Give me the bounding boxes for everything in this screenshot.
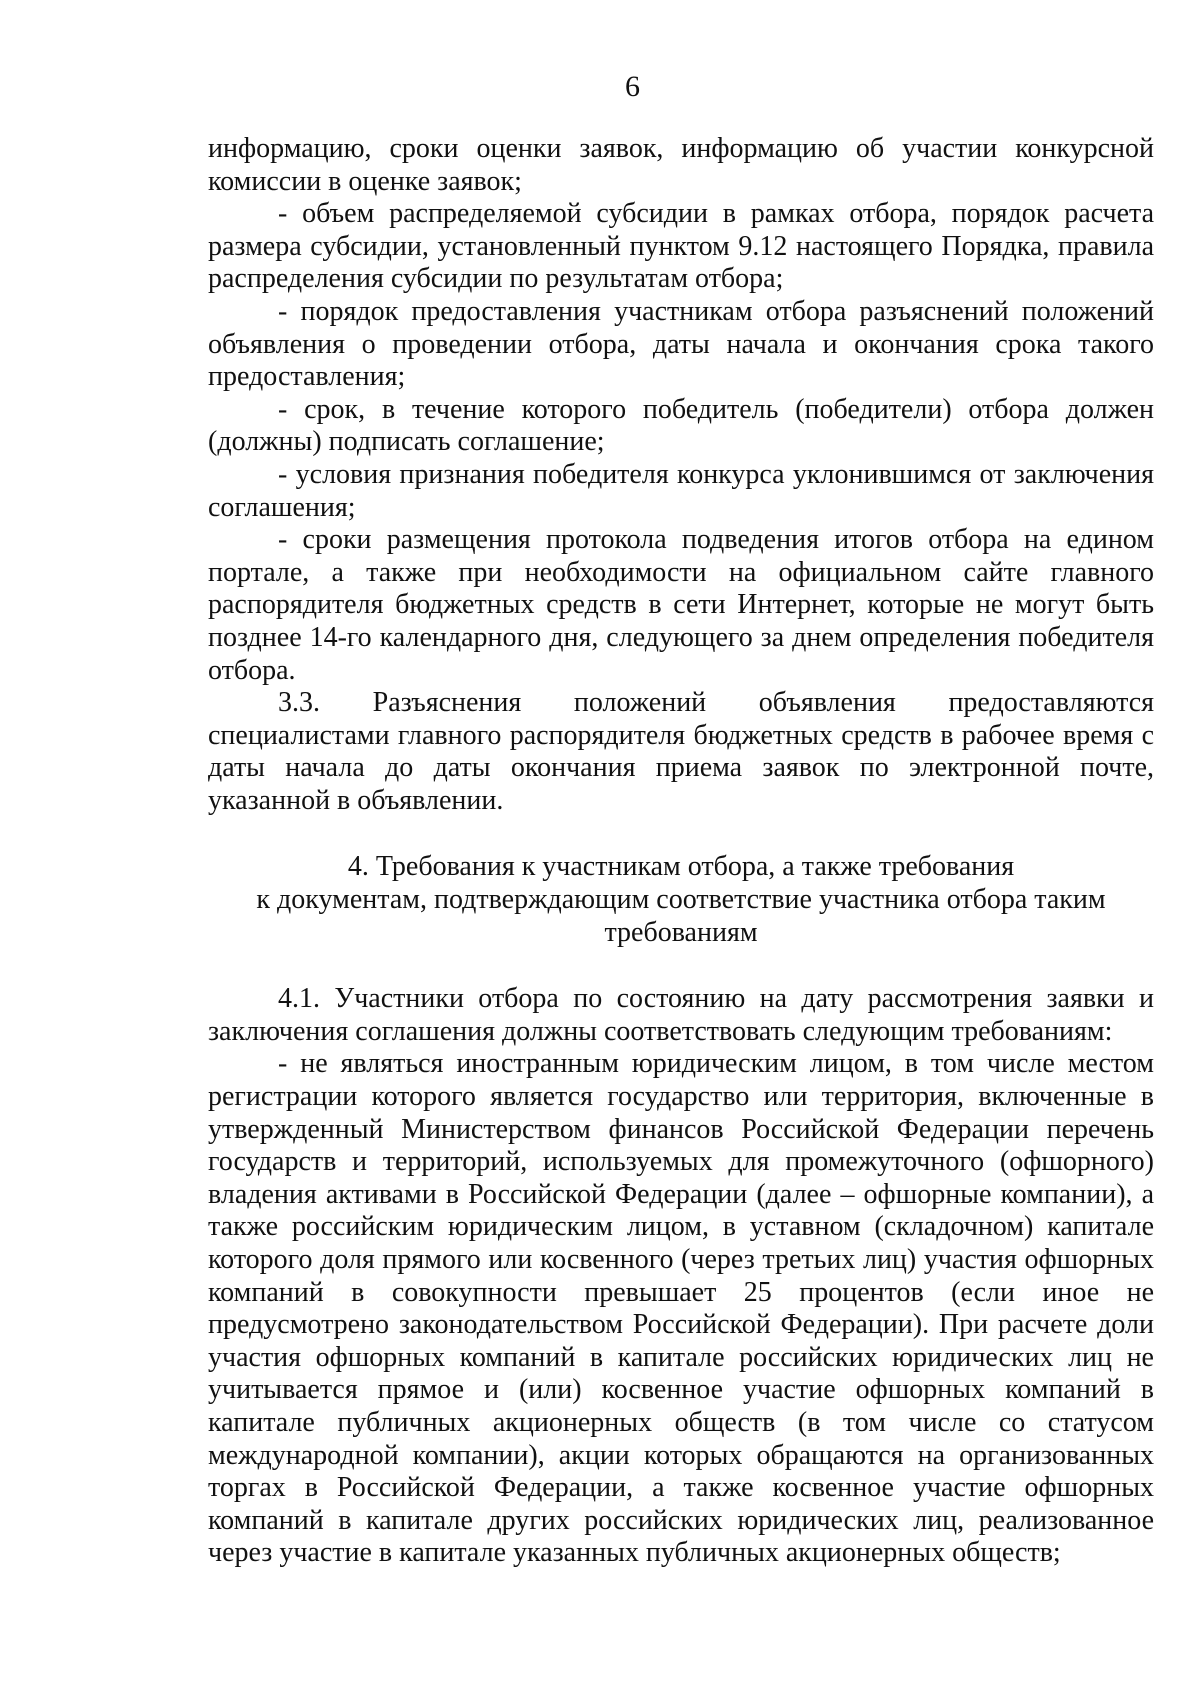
paragraph: - срок, в течение которого победитель (победители) отбора должен (должны) подписать соглашение; — [208, 393, 1154, 458]
paragraph: 4.1. Участники отбора по состоянию на дату рассмотрения заявки и заключения соглашения должны соответствовать следующим требованиям: — [208, 983, 1154, 1047]
document-body — [208, 133, 1154, 1570]
section-heading-line: 4. Требования к участникам отбора, а также требования — [347, 851, 1015, 883]
page-number: 6 — [625, 70, 640, 103]
paragraph: 3.3. Разъяснения положений объявления предоставляются специалистами главного распорядителя бюджетных средств в рабочее время с даты начала до даты окончания приема заявок по электронной почте, указанной в объявлении. — [208, 687, 1154, 816]
paragraph: - не являться иностранным юридическим лицом, в том числе местом регистрации которого является государство или территория, включенные в утвержденный Министерством финансов Российской Федерации перечень государств и территорий, используемых для промежуточного (офшорного) владения активами в Российской Федерации (далее – офшорные компании), а также российским юридическим лицом, в уставном (складочном) капитале которого доля прямого или косвенного (через третьих лиц) участия офшорных компаний в совокупности превышает 25 процентов (если иное не предусмотрено законодательством Российской Федерации). При расчете доли участия офшорных компаний в капитале российских юридических лиц не учитывается прямое и (или) косвенное участие офшорных компаний в капитале публичных акционерных обществ (в том числе со статусом международной компании), акции которых обращаются на организованных торгах в Российской Федерации, а также косвенное участие офшорных компаний в капитале других российских юридических лиц, реализованное через участие в капитале указанных публичных акционерных обществ; — [208, 1048, 1154, 1569]
section-heading-line: требованиям — [604, 916, 758, 948]
paragraph: - объем распределяемой субсидии в рамках отбора, порядок расчета размера субсидии, установленный пунктом 9.12 настоящего Порядка, правила распределения субсидии по результатам отбора; — [208, 198, 1154, 295]
paragraph: - условия признания победителя конкурса уклонившимся от заключения соглашения; — [208, 458, 1154, 523]
paragraph: информацию, сроки оценки заявок, информацию об участии конкурсной комиссии в оценке заявок; — [208, 133, 1154, 197]
section-heading-line: к документам, подтверждающим соответствие участника отбора таким — [256, 884, 1106, 916]
paragraph: - порядок предоставления участникам отбора разъяснений положений объявления о проведении отбора, даты начала и окончания срока такого предоставления; — [208, 295, 1154, 393]
section-heading — [208, 851, 1154, 949]
paragraph: - сроки размещения протокола подведения итогов отбора на едином портале, а также при необходимости на официальном сайте главного распорядителя бюджетных средств в сети Интернет, которые не могут быть позднее 14-го календарного дня, следующего за днем определения победителя отбора. — [208, 524, 1154, 686]
